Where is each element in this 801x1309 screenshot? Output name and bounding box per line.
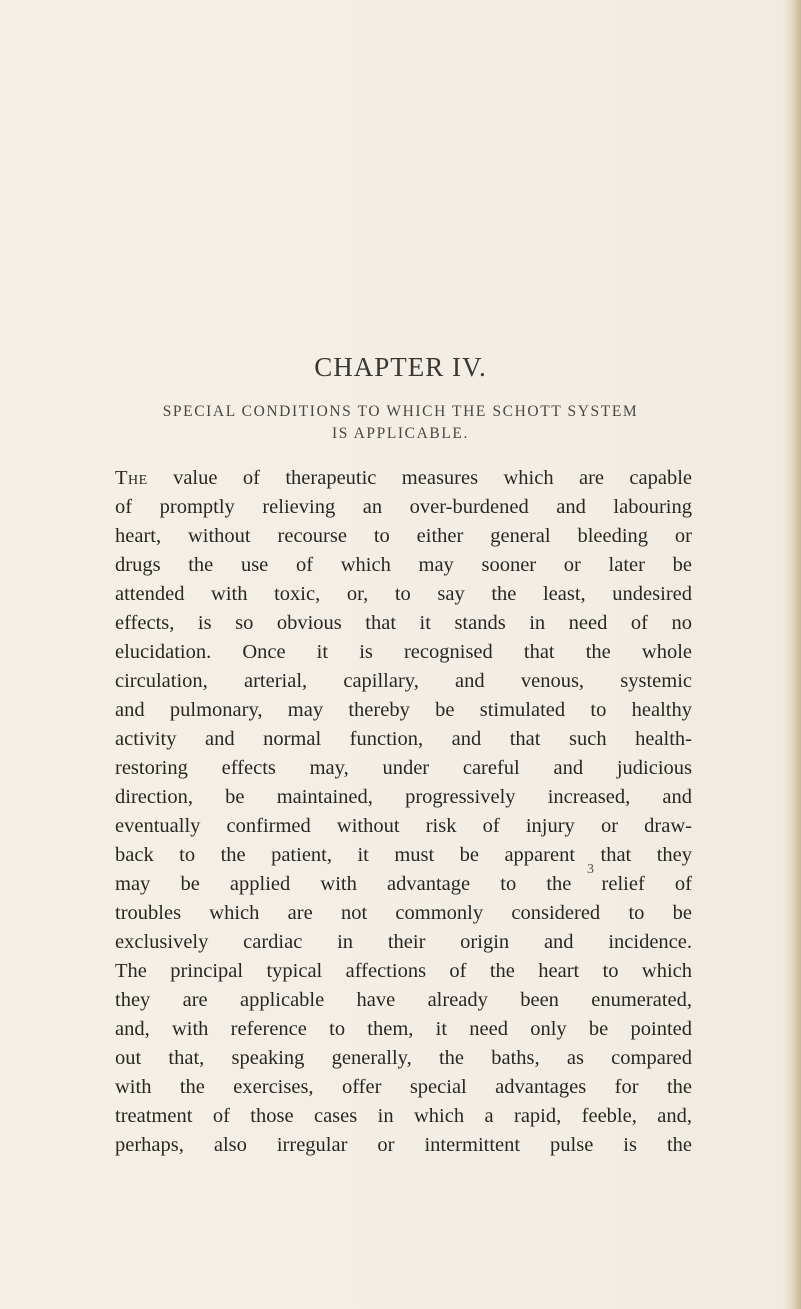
body-line: treatment of those cases in which a rapid, feeble, and,	[115, 1105, 692, 1127]
body-line: effects, is so obvious that it stands in need of no	[115, 612, 692, 634]
body-line: eventually confirmed without risk of injury or draw-	[115, 815, 692, 837]
body-line: out that, speaking generally, the baths, as compared	[115, 1047, 692, 1069]
body-line: they are applicable have already been enumerated,	[115, 989, 692, 1011]
body-line: and, with reference to them, it need only be pointed	[115, 1018, 692, 1040]
page-number: 3	[587, 862, 594, 877]
body-line: circulation, arterial, capillary, and venous, systemic	[115, 670, 692, 692]
body-paragraph	[115, 464, 692, 1160]
chapter-subtitle	[120, 401, 681, 445]
body-line: The principal typical affections of the heart to which	[115, 960, 692, 982]
body-line: heart, without recourse to either general bleeding or	[115, 525, 692, 547]
body-line: may be applied with advantage to the relief of	[115, 873, 692, 895]
body-line: perhaps, also irregular or intermittent pulse is the	[115, 1134, 692, 1156]
body-line: exclusively cardiac in their origin and incidence.	[115, 931, 692, 953]
chapter-title: CHAPTER IV.	[314, 352, 487, 382]
body-line: with the exercises, offer special advantages for the	[115, 1076, 692, 1098]
body-line: and pulmonary, may thereby be stimulated to healthy	[115, 699, 692, 721]
subtitle-line-2: IS APPLICABLE.	[332, 425, 469, 442]
body-line: The value of therapeutic measures which are capable	[115, 467, 692, 489]
body-line: back to the patient, it must be apparent that they	[115, 844, 692, 866]
subtitle-line-1: SPECIAL CONDITIONS TO WHICH THE SCHOTT SYSTEM	[162, 403, 639, 420]
body-line: direction, be maintained, progressively increased, and	[115, 786, 692, 808]
body-line: attended with toxic, or, to say the least, undesired	[115, 583, 692, 605]
body-line: activity and normal function, and that such health-	[115, 728, 692, 750]
body-line: troubles which are not commonly considered to be	[115, 902, 692, 924]
body-line: restoring effects may, under careful and judicious	[115, 757, 692, 779]
body-line: drugs the use of which may sooner or later be	[115, 554, 692, 576]
body-line: elucidation. Once it is recognised that the whole	[115, 641, 692, 663]
lead-word: The	[115, 467, 148, 489]
body-line: of promptly relieving an over-burdened and labouring	[115, 496, 692, 518]
page-edge-shadow	[783, 0, 801, 1309]
